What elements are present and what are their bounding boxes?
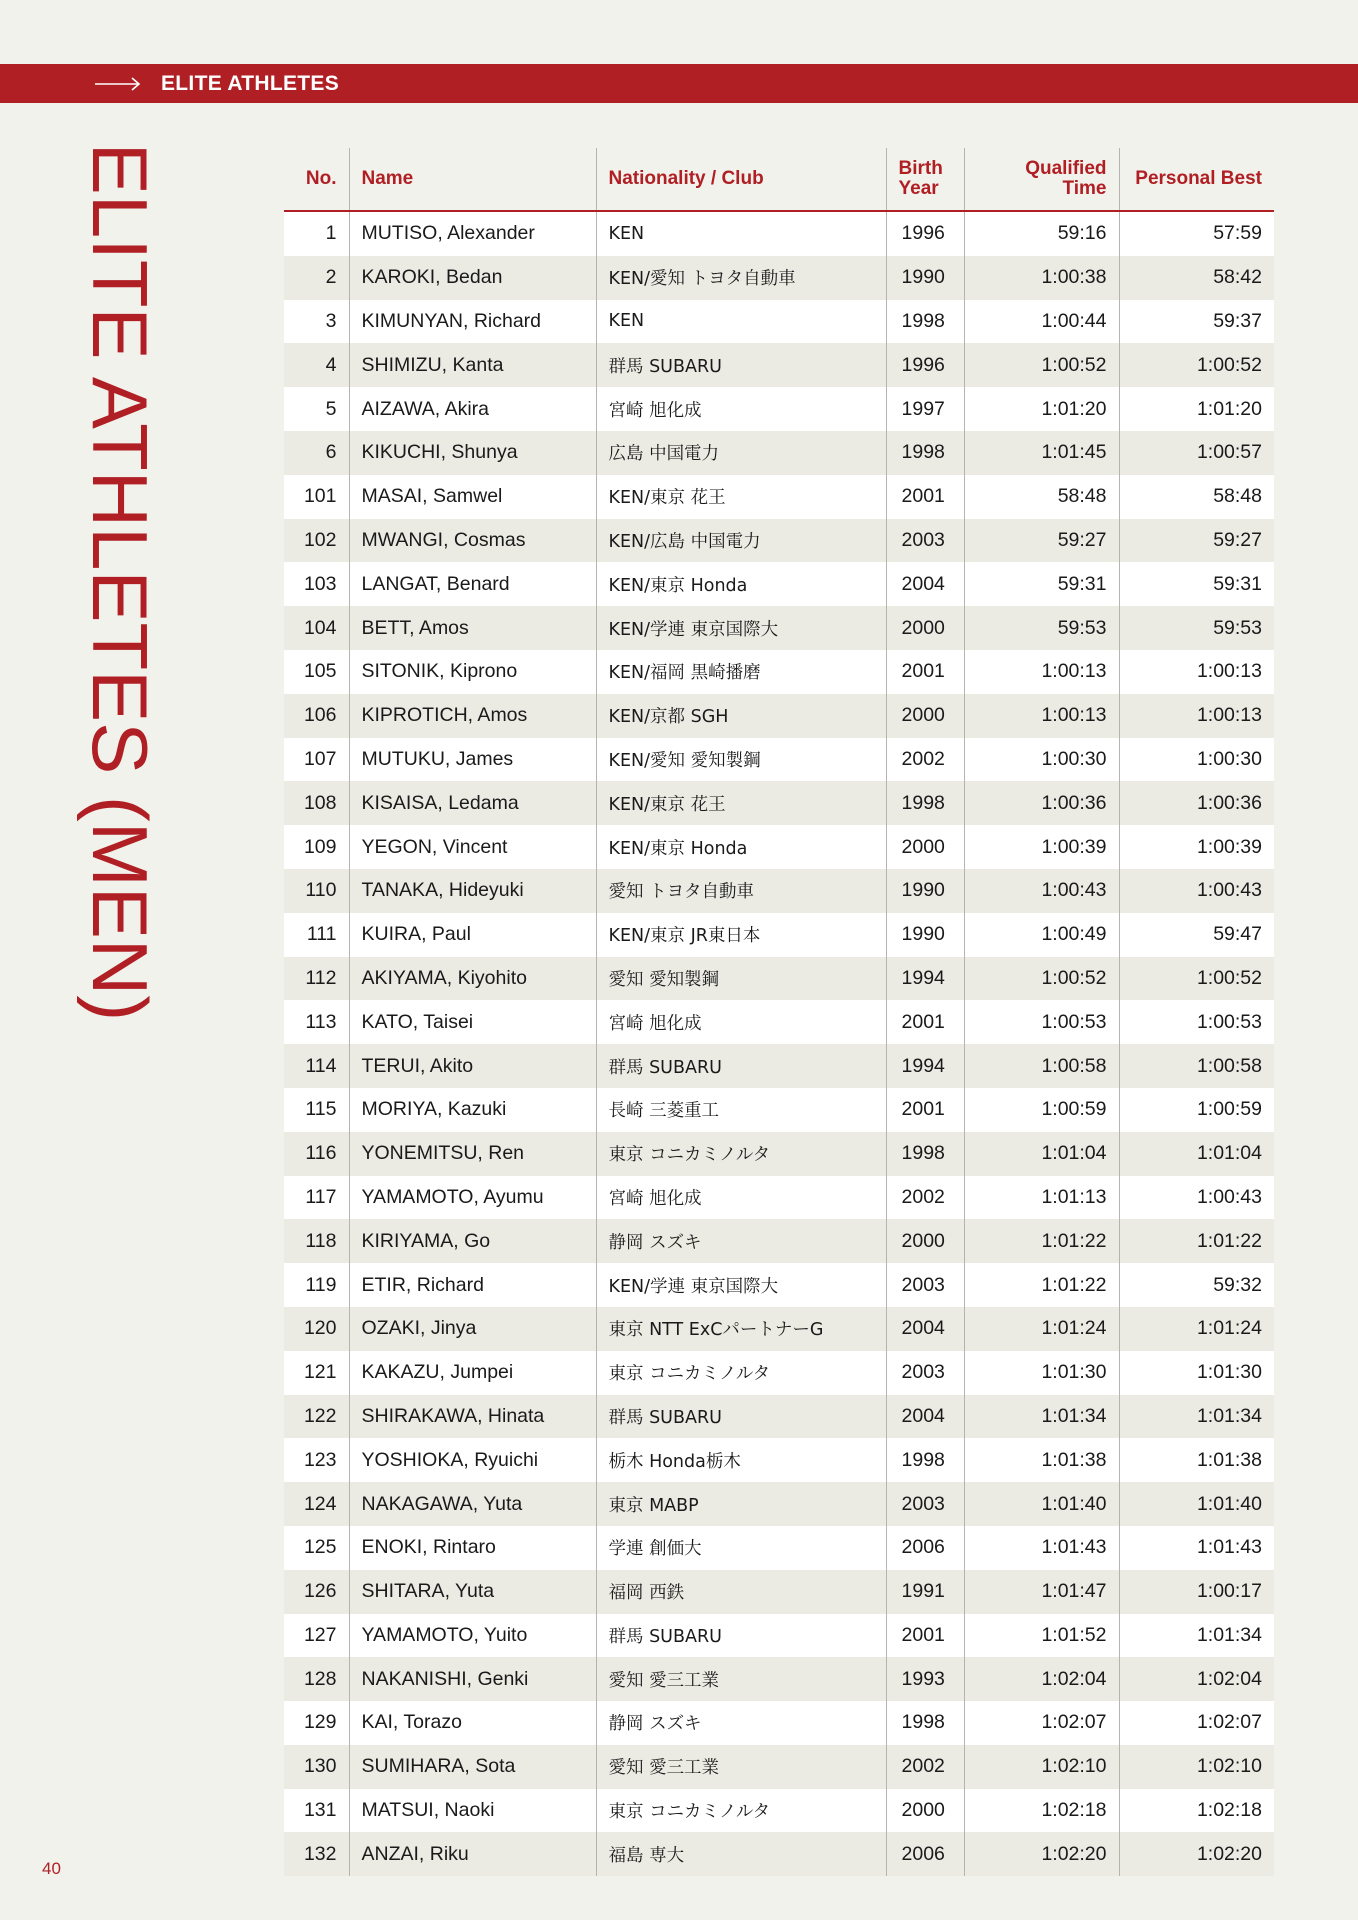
- cell-birth-year: 2004: [886, 562, 964, 606]
- cell-personal-best: 1:01:30: [1119, 1351, 1274, 1395]
- cell-qualified-time: 58:48: [964, 475, 1119, 519]
- cell-qualified-time: 1:00:52: [964, 343, 1119, 387]
- cell-qualified-time: 59:16: [964, 211, 1119, 256]
- cell-nationality: 群馬 SUBARU: [596, 1614, 886, 1658]
- table-row: [284, 1614, 1274, 1658]
- table-row: [284, 343, 1274, 387]
- cell-name: KATO, Taisei: [349, 1000, 596, 1044]
- athletes-table: [284, 148, 1274, 1876]
- cell-name: OZAKI, Jinya: [349, 1307, 596, 1351]
- cell-nationality: 宮崎 旭化成: [596, 1176, 886, 1220]
- cell-no: 127: [284, 1614, 349, 1658]
- cell-personal-best: 1:02:20: [1119, 1832, 1274, 1876]
- cell-qualified-time: 1:02:18: [964, 1789, 1119, 1833]
- cell-birth-year: 1998: [886, 300, 964, 344]
- table-row: [284, 957, 1274, 1001]
- cell-no: 130: [284, 1745, 349, 1789]
- cell-name: SHIMIZU, Kanta: [349, 343, 596, 387]
- cell-no: 129: [284, 1701, 349, 1745]
- cell-no: 107: [284, 738, 349, 782]
- cell-no: 108: [284, 781, 349, 825]
- table-row: [284, 1701, 1274, 1745]
- cell-birth-year: 2000: [886, 825, 964, 869]
- cell-personal-best: 1:01:38: [1119, 1438, 1274, 1482]
- cell-birth-year: 2004: [886, 1307, 964, 1351]
- cell-qualified-time: 1:01:52: [964, 1614, 1119, 1658]
- cell-no: 113: [284, 1000, 349, 1044]
- cell-personal-best: 1:01:40: [1119, 1482, 1274, 1526]
- table-row: [284, 300, 1274, 344]
- cell-no: 102: [284, 519, 349, 563]
- cell-qualified-time: 1:00:13: [964, 650, 1119, 694]
- cell-name: KAROKI, Bedan: [349, 256, 596, 300]
- table-row: [284, 1000, 1274, 1044]
- cell-name: MASAI, Samwel: [349, 475, 596, 519]
- cell-qualified-time: 1:00:30: [964, 738, 1119, 782]
- cell-nationality: 愛知 愛三工業: [596, 1745, 886, 1789]
- cell-name: NAKAGAWA, Yuta: [349, 1482, 596, 1526]
- cell-birth-year: 2001: [886, 475, 964, 519]
- cell-no: 111: [284, 913, 349, 957]
- cell-name: KUIRA, Paul: [349, 913, 596, 957]
- cell-name: YAMAMOTO, Ayumu: [349, 1176, 596, 1220]
- cell-personal-best: 1:01:24: [1119, 1307, 1274, 1351]
- cell-nationality: 学連 創価大: [596, 1526, 886, 1570]
- table-row: [284, 1570, 1274, 1614]
- cell-personal-best: 59:27: [1119, 519, 1274, 563]
- cell-name: ETIR, Richard: [349, 1263, 596, 1307]
- cell-no: 105: [284, 650, 349, 694]
- cell-birth-year: 2006: [886, 1832, 964, 1876]
- cell-no: 103: [284, 562, 349, 606]
- cell-birth-year: 1998: [886, 1438, 964, 1482]
- cell-qualified-time: 1:01:45: [964, 431, 1119, 475]
- cell-personal-best: 58:48: [1119, 475, 1274, 519]
- table-row: [284, 869, 1274, 913]
- cell-qualified-time: 1:01:43: [964, 1526, 1119, 1570]
- cell-birth-year: 2002: [886, 1745, 964, 1789]
- table-row: [284, 1176, 1274, 1220]
- table-row: [284, 606, 1274, 650]
- cell-nationality: KEN/東京 JR東日本: [596, 913, 886, 957]
- cell-nationality: 群馬 SUBARU: [596, 1395, 886, 1439]
- cell-personal-best: 1:01:34: [1119, 1614, 1274, 1658]
- cell-name: SUMIHARA, Sota: [349, 1745, 596, 1789]
- cell-qualified-time: 1:00:44: [964, 300, 1119, 344]
- cell-no: 125: [284, 1526, 349, 1570]
- cell-personal-best: 1:02:04: [1119, 1657, 1274, 1701]
- cell-no: 110: [284, 869, 349, 913]
- cell-personal-best: 1:01:34: [1119, 1395, 1274, 1439]
- cell-no: 132: [284, 1832, 349, 1876]
- cell-personal-best: 1:00:13: [1119, 650, 1274, 694]
- long-right-arrow-icon: [95, 74, 141, 94]
- table-row: [284, 1044, 1274, 1088]
- cell-personal-best: 1:00:52: [1119, 343, 1274, 387]
- cell-name: NAKANISHI, Genki: [349, 1657, 596, 1701]
- cell-personal-best: 1:00:59: [1119, 1088, 1274, 1132]
- table-row: [284, 1263, 1274, 1307]
- cell-nationality: KEN/東京 花王: [596, 475, 886, 519]
- cell-nationality: KEN/東京 Honda: [596, 562, 886, 606]
- cell-birth-year: 1997: [886, 387, 964, 431]
- col-header-name: Name: [349, 148, 596, 211]
- cell-birth-year: 1998: [886, 1132, 964, 1176]
- cell-birth-year: 2000: [886, 694, 964, 738]
- cell-personal-best: 59:53: [1119, 606, 1274, 650]
- cell-no: 5: [284, 387, 349, 431]
- cell-personal-best: 1:02:07: [1119, 1701, 1274, 1745]
- table-row: [284, 1745, 1274, 1789]
- cell-birth-year: 2003: [886, 519, 964, 563]
- cell-no: 118: [284, 1219, 349, 1263]
- cell-name: MUTUKU, James: [349, 738, 596, 782]
- cell-qualified-time: 59:53: [964, 606, 1119, 650]
- cell-name: TERUI, Akito: [349, 1044, 596, 1088]
- cell-no: 123: [284, 1438, 349, 1482]
- cell-name: BETT, Amos: [349, 606, 596, 650]
- cell-personal-best: 1:00:13: [1119, 694, 1274, 738]
- cell-no: 122: [284, 1395, 349, 1439]
- cell-nationality: KEN/東京 Honda: [596, 825, 886, 869]
- cell-birth-year: 2001: [886, 1000, 964, 1044]
- cell-personal-best: 1:02:18: [1119, 1789, 1274, 1833]
- cell-birth-year: 2003: [886, 1482, 964, 1526]
- cell-birth-year: 1998: [886, 431, 964, 475]
- cell-no: 101: [284, 475, 349, 519]
- table-row: [284, 1088, 1274, 1132]
- cell-qualified-time: 1:00:38: [964, 256, 1119, 300]
- cell-birth-year: 2001: [886, 1088, 964, 1132]
- cell-birth-year: 2000: [886, 1219, 964, 1263]
- cell-no: 104: [284, 606, 349, 650]
- cell-personal-best: 59:31: [1119, 562, 1274, 606]
- cell-name: SITONIK, Kiprono: [349, 650, 596, 694]
- cell-birth-year: 2002: [886, 1176, 964, 1220]
- page-number: 40: [42, 1859, 61, 1878]
- cell-birth-year: 1991: [886, 1570, 964, 1614]
- cell-name: MWANGI, Cosmas: [349, 519, 596, 563]
- cell-name: YONEMITSU, Ren: [349, 1132, 596, 1176]
- table-row: [284, 1657, 1274, 1701]
- cell-birth-year: 1998: [886, 781, 964, 825]
- cell-personal-best: 59:47: [1119, 913, 1274, 957]
- cell-nationality: KEN/愛知 トヨタ自動車: [596, 256, 886, 300]
- cell-personal-best: 57:59: [1119, 211, 1274, 256]
- cell-personal-best: 58:42: [1119, 256, 1274, 300]
- cell-qualified-time: 1:01:22: [964, 1219, 1119, 1263]
- cell-no: 3: [284, 300, 349, 344]
- cell-no: 1: [284, 211, 349, 256]
- col-header-qualified-time: Qualified Time: [964, 148, 1119, 211]
- cell-birth-year: 1998: [886, 1701, 964, 1745]
- col-header-birth-year: Birth Year: [886, 148, 964, 211]
- cell-personal-best: 59:32: [1119, 1263, 1274, 1307]
- cell-nationality: KEN/学連 東京国際大: [596, 1263, 886, 1307]
- cell-qualified-time: 1:02:20: [964, 1832, 1119, 1876]
- cell-no: 2: [284, 256, 349, 300]
- cell-nationality: KEN/愛知 愛知製鋼: [596, 738, 886, 782]
- table-row: [284, 1219, 1274, 1263]
- table-body: [284, 211, 1274, 1876]
- cell-birth-year: 2000: [886, 1789, 964, 1833]
- cell-birth-year: 2001: [886, 1614, 964, 1658]
- cell-nationality: 静岡 スズキ: [596, 1701, 886, 1745]
- cell-no: 106: [284, 694, 349, 738]
- cell-birth-year: 2006: [886, 1526, 964, 1570]
- col-header-no: No.: [284, 148, 349, 211]
- cell-personal-best: 1:01:20: [1119, 387, 1274, 431]
- cell-nationality: 静岡 スズキ: [596, 1219, 886, 1263]
- cell-nationality: 東京 MABP: [596, 1482, 886, 1526]
- table-row: [284, 650, 1274, 694]
- cell-name: YEGON, Vincent: [349, 825, 596, 869]
- cell-nationality: KEN: [596, 300, 886, 344]
- col-header-nationality: Nationality / Club: [596, 148, 886, 211]
- table-row: [284, 256, 1274, 300]
- cell-personal-best: 1:00:43: [1119, 1176, 1274, 1220]
- cell-qualified-time: 1:00:52: [964, 957, 1119, 1001]
- cell-personal-best: 1:00:58: [1119, 1044, 1274, 1088]
- cell-name: MATSUI, Naoki: [349, 1789, 596, 1833]
- cell-no: 114: [284, 1044, 349, 1088]
- cell-qualified-time: 1:02:07: [964, 1701, 1119, 1745]
- table-row: [284, 825, 1274, 869]
- cell-name: KAKAZU, Jumpei: [349, 1351, 596, 1395]
- cell-qualified-time: 1:01:34: [964, 1395, 1119, 1439]
- cell-qualified-time: 1:00:13: [964, 694, 1119, 738]
- cell-no: 121: [284, 1351, 349, 1395]
- cell-nationality: 群馬 SUBARU: [596, 1044, 886, 1088]
- cell-nationality: KEN/東京 花王: [596, 781, 886, 825]
- cell-name: SHIRAKAWA, Hinata: [349, 1395, 596, 1439]
- cell-qualified-time: 59:31: [964, 562, 1119, 606]
- cell-nationality: 群馬 SUBARU: [596, 343, 886, 387]
- cell-birth-year: 1990: [886, 256, 964, 300]
- col-header-personal-best: Personal Best: [1119, 148, 1274, 211]
- cell-nationality: 愛知 愛知製鋼: [596, 957, 886, 1001]
- table-row: [284, 1307, 1274, 1351]
- cell-qualified-time: 1:00:53: [964, 1000, 1119, 1044]
- table-row: [284, 1395, 1274, 1439]
- section-title: ELITE ATHLETES: [161, 72, 340, 95]
- cell-name: TANAKA, Hideyuki: [349, 869, 596, 913]
- cell-nationality: 福島 専大: [596, 1832, 886, 1876]
- cell-qualified-time: 1:00:43: [964, 869, 1119, 913]
- cell-personal-best: 1:00:53: [1119, 1000, 1274, 1044]
- cell-qualified-time: 1:01:30: [964, 1351, 1119, 1395]
- cell-personal-best: 1:00:30: [1119, 738, 1274, 782]
- cell-no: 126: [284, 1570, 349, 1614]
- cell-qualified-time: 1:00:59: [964, 1088, 1119, 1132]
- cell-name: YAMAMOTO, Yuito: [349, 1614, 596, 1658]
- cell-nationality: KEN/京都 SGH: [596, 694, 886, 738]
- table-header: [284, 148, 1274, 211]
- cell-no: 4: [284, 343, 349, 387]
- cell-birth-year: 1996: [886, 343, 964, 387]
- cell-personal-best: 1:01:04: [1119, 1132, 1274, 1176]
- cell-birth-year: 2003: [886, 1351, 964, 1395]
- cell-name: SHITARA, Yuta: [349, 1570, 596, 1614]
- cell-qualified-time: 1:01:40: [964, 1482, 1119, 1526]
- cell-name: KAI, Torazo: [349, 1701, 596, 1745]
- cell-nationality: KEN/学連 東京国際大: [596, 606, 886, 650]
- cell-birth-year: 1994: [886, 1044, 964, 1088]
- cell-qualified-time: 1:02:10: [964, 1745, 1119, 1789]
- cell-qualified-time: 1:00:49: [964, 913, 1119, 957]
- cell-name: KIKUCHI, Shunya: [349, 431, 596, 475]
- table-row: [284, 738, 1274, 782]
- cell-qualified-time: 1:01:38: [964, 1438, 1119, 1482]
- table-row: [284, 387, 1274, 431]
- cell-birth-year: 2000: [886, 606, 964, 650]
- cell-name: KIPROTICH, Amos: [349, 694, 596, 738]
- cell-personal-best: 1:01:43: [1119, 1526, 1274, 1570]
- cell-personal-best: 1:00:57: [1119, 431, 1274, 475]
- cell-personal-best: 1:01:22: [1119, 1219, 1274, 1263]
- cell-name: KISAISA, Ledama: [349, 781, 596, 825]
- cell-nationality: KEN: [596, 211, 886, 256]
- table-row: [284, 562, 1274, 606]
- cell-qualified-time: 1:01:20: [964, 387, 1119, 431]
- vertical-page-title: [75, 142, 165, 1022]
- table-row: [284, 431, 1274, 475]
- cell-birth-year: 1990: [886, 869, 964, 913]
- cell-qualified-time: 1:01:13: [964, 1176, 1119, 1220]
- cell-nationality: 栃木 Honda栃木: [596, 1438, 886, 1482]
- cell-qualified-time: 1:00:36: [964, 781, 1119, 825]
- cell-qualified-time: 1:01:04: [964, 1132, 1119, 1176]
- cell-personal-best: 1:02:10: [1119, 1745, 1274, 1789]
- cell-nationality: 宮崎 旭化成: [596, 387, 886, 431]
- cell-no: 116: [284, 1132, 349, 1176]
- table-row: [284, 475, 1274, 519]
- cell-qualified-time: 59:27: [964, 519, 1119, 563]
- table-row: [284, 781, 1274, 825]
- cell-no: 6: [284, 431, 349, 475]
- table-row: [284, 1526, 1274, 1570]
- section-banner: [0, 64, 1358, 103]
- cell-no: 128: [284, 1657, 349, 1701]
- cell-birth-year: 1994: [886, 957, 964, 1001]
- cell-nationality: 愛知 愛三工業: [596, 1657, 886, 1701]
- cell-name: MORIYA, Kazuki: [349, 1088, 596, 1132]
- cell-birth-year: 1993: [886, 1657, 964, 1701]
- table-row: [284, 1351, 1274, 1395]
- table-row: [284, 1789, 1274, 1833]
- cell-name: KIMUNYAN, Richard: [349, 300, 596, 344]
- cell-birth-year: 2003: [886, 1263, 964, 1307]
- cell-personal-best: 1:00:17: [1119, 1570, 1274, 1614]
- cell-birth-year: 2004: [886, 1395, 964, 1439]
- cell-nationality: KEN/広島 中国電力: [596, 519, 886, 563]
- cell-qualified-time: 1:02:04: [964, 1657, 1119, 1701]
- cell-name: KIRIYAMA, Go: [349, 1219, 596, 1263]
- table-row: [284, 519, 1274, 563]
- cell-no: 109: [284, 825, 349, 869]
- cell-no: 119: [284, 1263, 349, 1307]
- cell-nationality: 長崎 三菱重工: [596, 1088, 886, 1132]
- cell-nationality: 東京 NTT ExCパートナーG: [596, 1307, 886, 1351]
- cell-personal-best: 1:00:52: [1119, 957, 1274, 1001]
- cell-personal-best: 59:37: [1119, 300, 1274, 344]
- cell-nationality: KEN/福岡 黒崎播磨: [596, 650, 886, 694]
- table-row: [284, 913, 1274, 957]
- cell-nationality: 福岡 西鉄: [596, 1570, 886, 1614]
- cell-nationality: 宮崎 旭化成: [596, 1000, 886, 1044]
- table-row: [284, 1438, 1274, 1482]
- table-row: [284, 1832, 1274, 1876]
- cell-no: 120: [284, 1307, 349, 1351]
- cell-name: AKIYAMA, Kiyohito: [349, 957, 596, 1001]
- cell-birth-year: 1996: [886, 211, 964, 256]
- cell-no: 124: [284, 1482, 349, 1526]
- cell-nationality: 東京 コニカミノルタ: [596, 1789, 886, 1833]
- vertical-title-text: ELITE ATHLETES (MEN): [76, 142, 164, 1022]
- cell-nationality: 広島 中国電力: [596, 431, 886, 475]
- cell-no: 115: [284, 1088, 349, 1132]
- cell-name: AIZAWA, Akira: [349, 387, 596, 431]
- table-row: [284, 1132, 1274, 1176]
- cell-qualified-time: 1:01:47: [964, 1570, 1119, 1614]
- table-row: [284, 1482, 1274, 1526]
- cell-personal-best: 1:00:36: [1119, 781, 1274, 825]
- table-row: [284, 211, 1274, 256]
- cell-qualified-time: 1:01:24: [964, 1307, 1119, 1351]
- cell-nationality: 東京 コニカミノルタ: [596, 1351, 886, 1395]
- cell-no: 112: [284, 957, 349, 1001]
- cell-personal-best: 1:00:39: [1119, 825, 1274, 869]
- cell-name: MUTISO, Alexander: [349, 211, 596, 256]
- cell-no: 131: [284, 1789, 349, 1833]
- cell-name: ENOKI, Rintaro: [349, 1526, 596, 1570]
- cell-no: 117: [284, 1176, 349, 1220]
- cell-birth-year: 2002: [886, 738, 964, 782]
- table-row: [284, 694, 1274, 738]
- cell-birth-year: 2001: [886, 650, 964, 694]
- cell-name: ANZAI, Riku: [349, 1832, 596, 1876]
- cell-personal-best: 1:00:43: [1119, 869, 1274, 913]
- cell-qualified-time: 1:00:39: [964, 825, 1119, 869]
- cell-birth-year: 1990: [886, 913, 964, 957]
- cell-qualified-time: 1:01:22: [964, 1263, 1119, 1307]
- cell-nationality: 東京 コニカミノルタ: [596, 1132, 886, 1176]
- cell-qualified-time: 1:00:58: [964, 1044, 1119, 1088]
- cell-name: YOSHIOKA, Ryuichi: [349, 1438, 596, 1482]
- cell-name: LANGAT, Benard: [349, 562, 596, 606]
- cell-nationality: 愛知 トヨタ自動車: [596, 869, 886, 913]
